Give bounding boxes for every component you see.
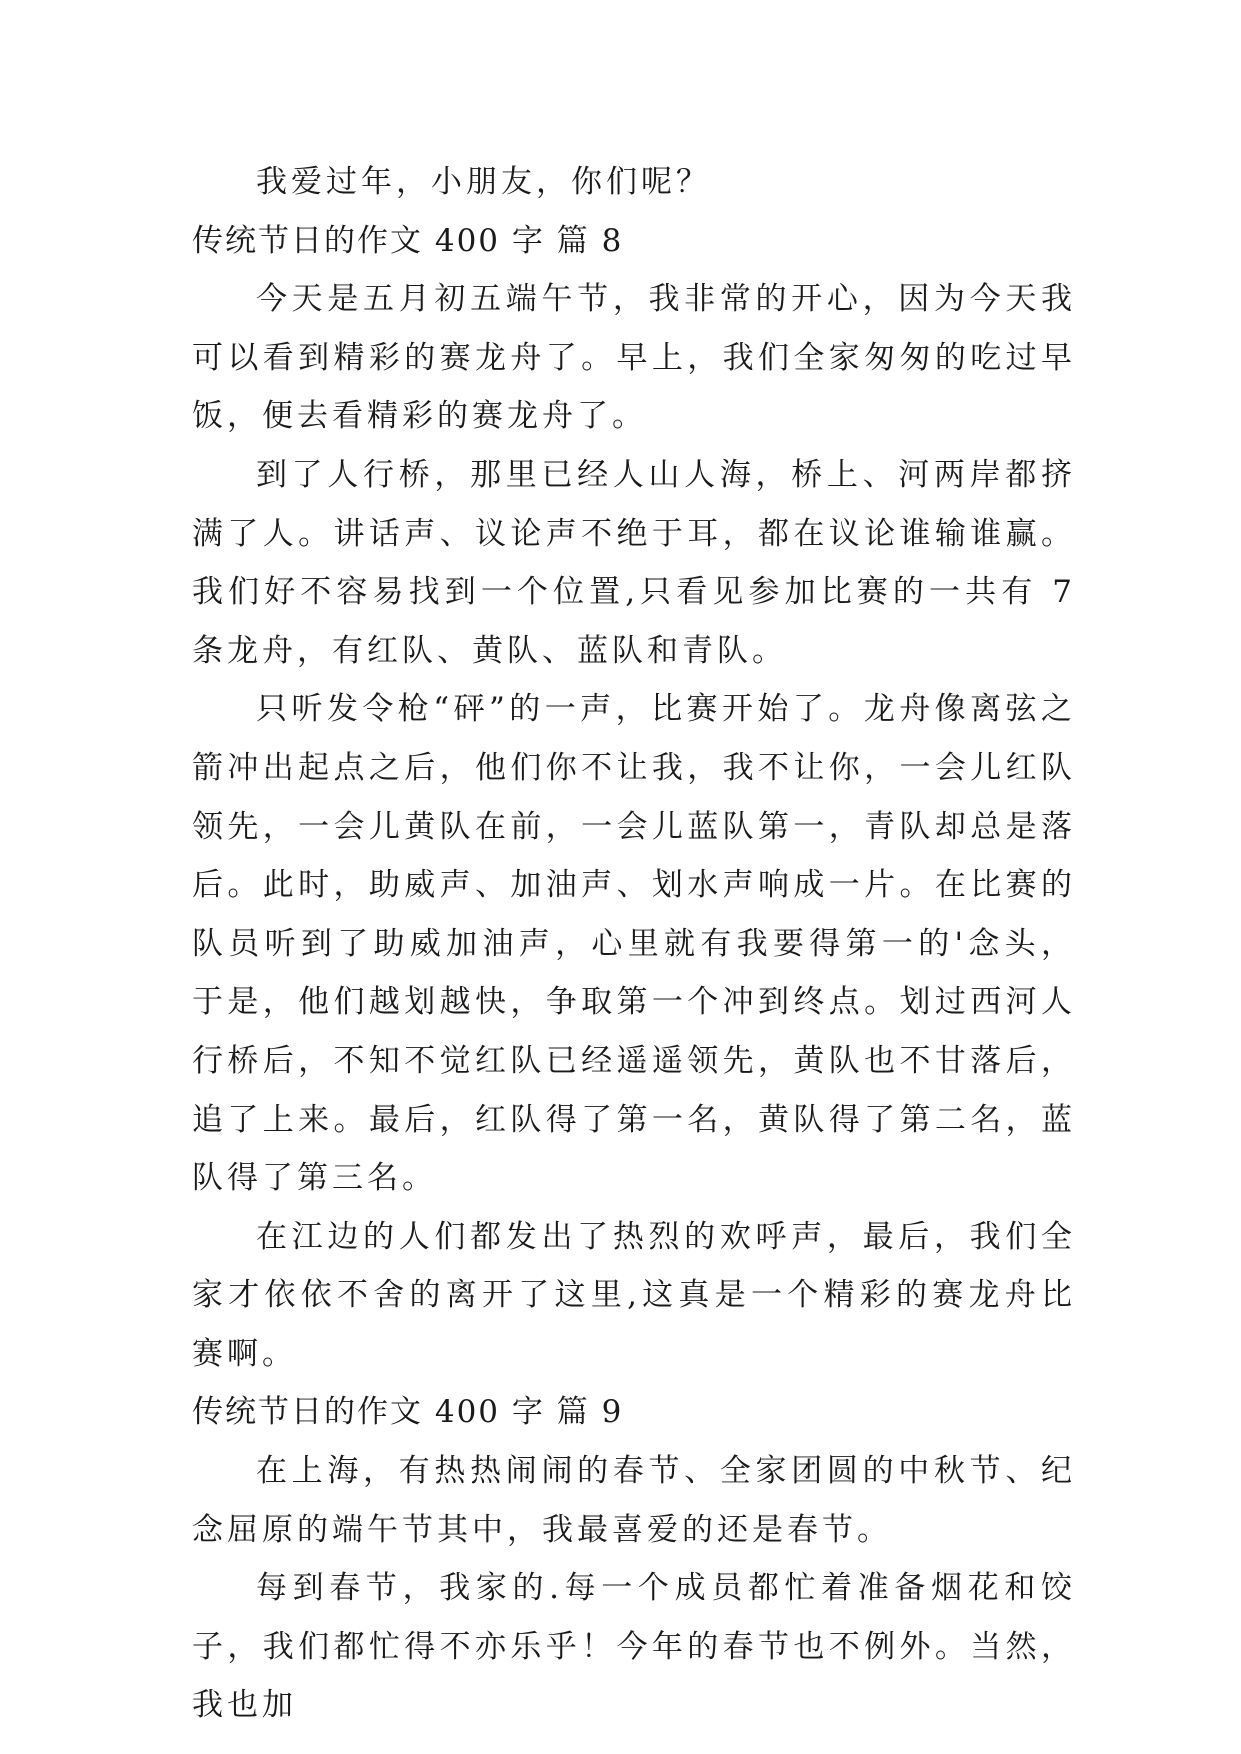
paragraph-spring-festival: 每到春节，我家的.每一个成员都忙着准备烟花和饺子，我们都忙得不亦乐乎！今年的春节也不例外。当然，我也加 [192, 1570, 1076, 1724]
paragraph-closing-previous: 我爱过年，小朋友，你们呢？ [256, 164, 711, 200]
paragraph-bridge-crowd: 到了人行桥，那里已经人山人海，桥上、河两岸都挤满了人。讲话声、议论声不绝于耳，都在议论谁输谁赢。我们好不容易找到一个位置,只看见参加比赛的一共有 7 条龙舟，有红队、黄队、蓝队和青队。 [192, 456, 1076, 669]
paragraph-dragon-boat-intro: 今天是五月初五端午节，我非常的开心，因为今天我可以看到精彩的赛龙舟了。早上，我们全家匆匆的吃过早饭，便去看精彩的赛龙舟了。 [192, 281, 1076, 435]
document-body [192, 153, 1076, 1735]
section-heading-9: 传统节日的作文 400 字 篇 9 [192, 1394, 624, 1431]
paragraph-shanghai-festivals: 在上海，有热热闹闹的春节、全家团圆的中秋节、纪念屈原的端午节其中，我最喜爱的还是春节。 [192, 1453, 1076, 1548]
section-heading-8: 传统节日的作文 400 字 篇 8 [192, 222, 624, 259]
paragraph-race: 只听发令枪“砰”的一声，比赛开始了。龙舟像离弦之箭冲出起点之后，他们你不让我，我不让你，一会儿红队领先，一会儿黄队在前，一会儿蓝队第一，青队却总是落后。此时，助威声、加油声、划水声响成一片。在比赛的队员听到了助威加油声，心里就有我要得第一的'念头，于是，他们越划越快，争取第一个冲到终点。划过西河人行桥后，不知不觉红队已经遥遥领先，黄队也不甘落后，追了上来。最后，红队得了第一名，黄队得了第二名，蓝队得了第三名。 [192, 691, 1076, 1197]
paragraph-race-end: 在江边的人们都发出了热烈的欢呼声，最后，我们全家才依依不舍的离开了这里,这真是一个精彩的赛龙舟比赛啊。 [192, 1218, 1076, 1372]
